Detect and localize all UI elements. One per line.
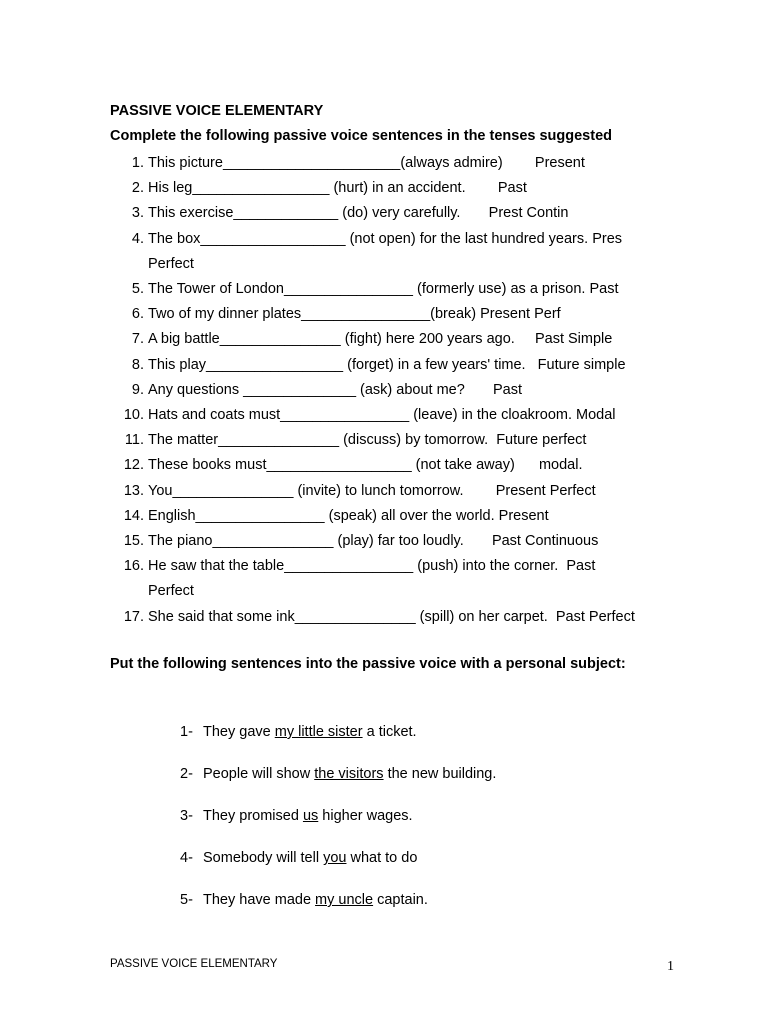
list-item [110, 302, 710, 327]
exercise-1-list [110, 151, 710, 630]
item-text: The box__________________ (not open) for the last hundred years. Pres [148, 230, 623, 247]
item-number: 4. [131, 230, 144, 247]
item-text: These books must__________________ (not take away) modal. [148, 457, 583, 474]
underlined-object: you [323, 850, 347, 866]
item-text: English________________ (speak) all over the world. Present [148, 507, 549, 524]
list-item [180, 764, 496, 806]
item-text: The Tower of London________________ (formerly use) as a prison. Past [148, 281, 619, 298]
item-number: 3. [131, 205, 144, 222]
list-item [110, 479, 710, 504]
underlined-object: us [302, 808, 319, 824]
list-item [110, 277, 710, 302]
item-number: 9. [131, 381, 144, 398]
page-footer: PASSIVE VOICE ELEMENTARY [110, 958, 278, 970]
item-number: 6. [131, 306, 144, 323]
item-text-after: higher wages. [318, 808, 413, 824]
item-text: Two of my dinner plates________________(break) Present Perf [148, 306, 561, 323]
list-item [110, 403, 710, 428]
item-text: A big battle_______________ (fight) here 200 years ago. Past Simple [148, 331, 613, 348]
item-text-before: They gave [203, 724, 275, 740]
item-number: 7. [131, 331, 144, 348]
item-text-before: Somebody will tell [203, 850, 324, 866]
list-item [110, 176, 710, 201]
list-item [180, 806, 496, 848]
list-item [180, 722, 496, 764]
list-item [110, 529, 710, 554]
list-item [110, 227, 710, 277]
item-text-after: a ticket. [362, 724, 417, 740]
list-item [180, 890, 496, 932]
list-item [110, 605, 710, 630]
item-text: This play_________________ (forget) in a few years' time. Future simple [148, 356, 626, 373]
item-text-before: People will show [203, 766, 315, 782]
item-number: 5- [180, 892, 193, 908]
item-number: 10. [123, 407, 144, 424]
item-text: She said that some ink_______________ (spill) on her carpet. Past Perfect [148, 608, 635, 625]
item-number: 2- [180, 766, 193, 782]
page-number: 1 [667, 959, 674, 974]
item-text-before: They promised [203, 808, 303, 824]
item-number: 15. [123, 533, 144, 550]
instruction-1: Complete the following passive voice sentences in the tenses suggested [110, 128, 612, 144]
item-text: His leg_________________ (hurt) in an accident. Past [148, 180, 527, 197]
page-title: PASSIVE VOICE ELEMENTARY [110, 103, 324, 119]
item-number: 4- [180, 850, 193, 866]
list-item [110, 201, 710, 226]
item-number: 14. [123, 507, 144, 524]
item-number: 13. [123, 482, 144, 499]
item-text: Any questions ______________ (ask) about me? Past [148, 381, 523, 398]
underlined-object: the visitors [314, 766, 384, 782]
item-text: This exercise_____________ (do) very carefully. Prest Contin [148, 205, 569, 222]
list-item [110, 151, 710, 176]
exercise-2-list [180, 722, 496, 932]
item-number: 12. [123, 457, 144, 474]
list-item [110, 327, 710, 352]
underlined-object: my uncle [315, 892, 374, 908]
item-number: 8. [131, 356, 144, 373]
item-text: Hats and coats must________________ (leave) in the cloakroom. Modal [148, 407, 616, 424]
list-item [110, 353, 710, 378]
instruction-2: Put the following sentences into the passive voice with a personal subject: [110, 656, 626, 672]
list-item [110, 428, 710, 453]
item-number: 16. [123, 558, 144, 575]
item-number: 1- [180, 724, 193, 740]
item-text: This picture______________________(always admire) Present [148, 155, 585, 171]
item-number: 3- [180, 808, 193, 824]
item-text-before: They have made [203, 892, 316, 908]
item-number: 2. [131, 180, 144, 197]
item-text-after: captain. [373, 892, 428, 908]
list-item [110, 378, 710, 403]
list-item [110, 504, 710, 529]
item-text-after: what to do [346, 850, 418, 866]
underlined-object: my little sister [274, 724, 363, 740]
item-text: He saw that the table________________ (push) into the corner. Past [148, 558, 596, 575]
item-number: 11. [124, 432, 144, 449]
item-text: The piano_______________ (play) far too loudly. Past Continuous [148, 533, 599, 550]
item-text: The matter_______________ (discuss) by tomorrow. Future perfect [148, 432, 587, 449]
item-number: 5. [131, 281, 144, 298]
item-text-continuation: Perfect [148, 583, 194, 600]
item-number: 17. [123, 608, 144, 625]
item-text: You_______________ (invite) to lunch tomorrow. Present Perfect [148, 482, 596, 499]
list-item [180, 848, 496, 890]
list-item [110, 554, 710, 604]
item-text-continuation: Perfect [148, 255, 194, 272]
item-number: 1. [131, 155, 144, 171]
list-item [110, 453, 710, 478]
item-text-after: the new building. [383, 766, 497, 782]
